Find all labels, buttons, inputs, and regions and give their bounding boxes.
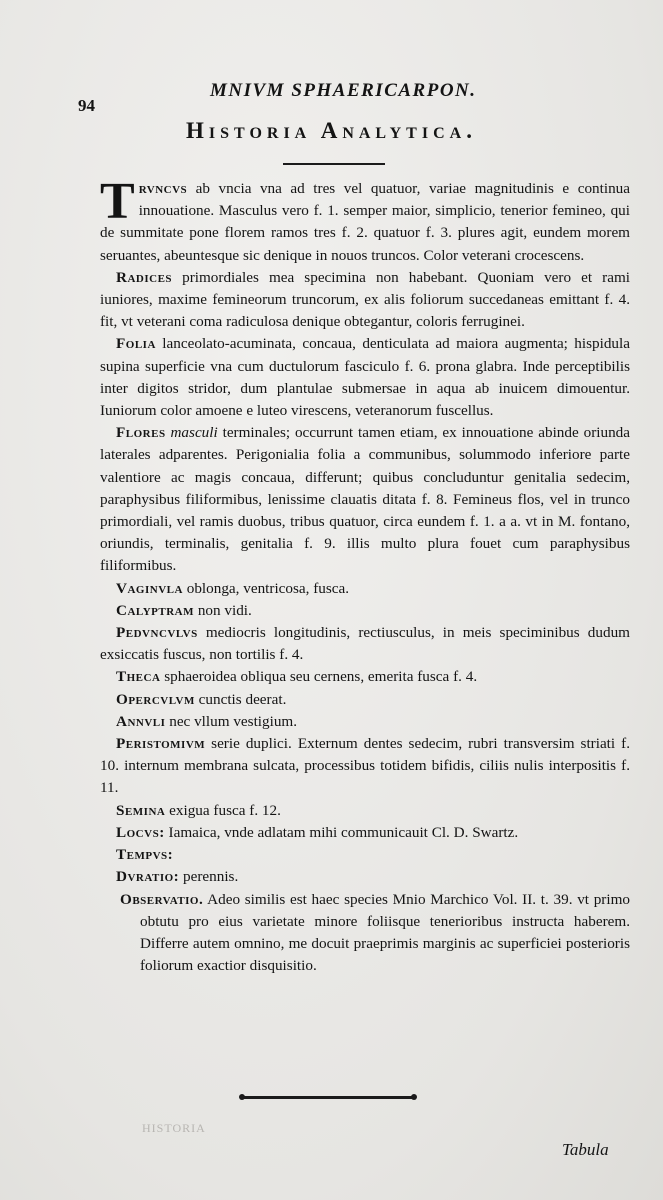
title-rule	[283, 163, 385, 165]
entry-text: terminales; occurrunt tamen etiam, ex innouatione abinde oriunda laterales adparentes. Perigonialia folia a communibus, solummodo inferiore parte valentiore ac magis concaua, differunt; quibus concluduntur genitalia sedecim, paraphysibus filiformibus, lenissime clauatis ditata f. 8. Femineus flos, vel in trunco primordiali, vel ramis duobus, tribus quatuor, circa eundem f. 1. a a. vt in M. fontano, oriundis, terminalis, genitalia f. 9. illis multo plura fouet cum paraphysibus filiformibus.	[100, 424, 630, 575]
entry-text: primordiales mea specimina non habebant. Quoniam vero et rami iuniores, maxime femineorum truncorum, ex alis foliorum succedaneas emittant f. 4. fit, vt veterani coma radiculosa denique obtegantur, coloris ferruginei.	[100, 268, 630, 331]
entry-label: Locvs:	[116, 823, 165, 841]
paragraph-operculum	[100, 689, 630, 711]
entry-label: Peristomivm	[116, 735, 206, 753]
running-title: MNIVM SPHAERICARPON.	[210, 80, 477, 101]
entry-label: Pedvncvlvs	[116, 624, 198, 642]
entry-label: Observatio.	[120, 890, 204, 908]
entry-text: mediocris longitudinis, rectiusculus, in meis speciminibus dudum exsiccatis fuscus, non tortilis f. 4.	[100, 624, 630, 664]
entry-label: Vaginvla	[116, 579, 183, 597]
drop-cap: T	[100, 173, 135, 230]
paragraph-peristomium	[100, 733, 630, 800]
entry-text: lanceolato-acuminata, concaua, denticulata ad maiora augmenta; hispidula supina superficie vna cum ductulorum fasciculo f. 6. prona glabra. Inde perceptibilis inter digitos stridor, dum plantulae submersae in aqua ab inuicem dimouentur. Iuniorum color amoene e luteo virescens, veteranorum fuscellus.	[100, 335, 630, 420]
ornament-dot	[411, 1094, 417, 1100]
entry-text: serie duplici. Externum dentes sedecim, rubri transversim striati f. 10. internum membrana sulcata, processibus totidem bifidis, ciliis nulis interpositis f. 11.	[100, 735, 630, 797]
entry-text: cunctis deerat.	[194, 690, 287, 708]
entry-label: Flores	[116, 424, 166, 442]
running-head	[78, 78, 633, 118]
entry-label: Dvratio:	[116, 868, 180, 886]
entry-label: Theca	[116, 668, 161, 686]
entry-text: ab vncia vna ad tres vel quatuor, variae magnitudinis e continua innouatione. Masculus vero f. 1. semper maior, simplicio, tenerior femineo, qui de summitate pone florem ramos tres f. 2. quatuor f. 3. plures agit, eundem morem seruantes, abeuntesque sic denique in nouos truncos. Color veterani crocescens.	[100, 180, 630, 264]
entry-text: Adeo similis est haec species Mnio Marchico Vol. II. t. 39. vt primo obtutu pro eius varietate minore foliisque tenerioribus instructa haberem. Differre autem omnino, me docuit praeprimis marginis ac superficiei posterioris foliorum exactior disquisitio.	[140, 890, 630, 975]
section-title: Historia Analytica.	[186, 118, 477, 143]
ornament-dot	[239, 1094, 245, 1100]
paragraph-calyptra	[100, 600, 630, 622]
paragraph-observatio	[100, 889, 630, 978]
catchword: Tabula	[562, 1140, 609, 1159]
bleed-through-text: HISTORIA	[142, 1121, 206, 1135]
entry-text: sphaeroidea obliqua seu cernens, emerita fusca f. 4.	[160, 668, 478, 686]
tailpiece-ornament	[243, 1093, 413, 1103]
paragraph-tempus	[100, 844, 630, 866]
entry-italic: masculi	[170, 424, 218, 442]
entry-label: Tempvs:	[116, 846, 174, 864]
entry-text: oblonga, ventricosa, fusca.	[182, 579, 350, 597]
entry-text: perennis.	[179, 868, 239, 886]
paragraph-pedunculus	[100, 622, 630, 666]
paragraph-truncus	[100, 173, 630, 267]
paragraph-flores	[100, 422, 630, 577]
entry-text: nec vllum vestigium.	[165, 712, 298, 730]
entry-label: rvncvs	[138, 180, 188, 197]
entry-text: non vidi.	[194, 601, 252, 619]
entry-text: Iamaica, vnde adlatam mihi communicauit Cl. D. Swartz.	[164, 823, 519, 841]
entry-label: Radices	[116, 268, 173, 286]
paragraph-folia	[100, 333, 630, 422]
body-text	[100, 173, 630, 977]
entry-text: exigua fusca f. 12.	[165, 801, 281, 819]
entry-label: Calyptram	[116, 601, 195, 619]
paragraph-locus	[100, 822, 630, 844]
paragraph-radices	[100, 267, 630, 334]
paragraph-annuli	[100, 711, 630, 733]
paragraph-vaginula	[100, 578, 630, 600]
ornament-bar	[243, 1096, 413, 1099]
paragraph-theca	[100, 666, 630, 688]
paragraph-semina	[100, 800, 630, 822]
entry-label: Semina	[116, 801, 166, 819]
paragraph-duratio	[100, 866, 630, 888]
entry-label: Annvli	[116, 712, 166, 730]
entry-label: Folia	[116, 335, 156, 353]
entry-label: Opercvlvm	[116, 690, 195, 708]
page-number: 94	[78, 96, 95, 115]
